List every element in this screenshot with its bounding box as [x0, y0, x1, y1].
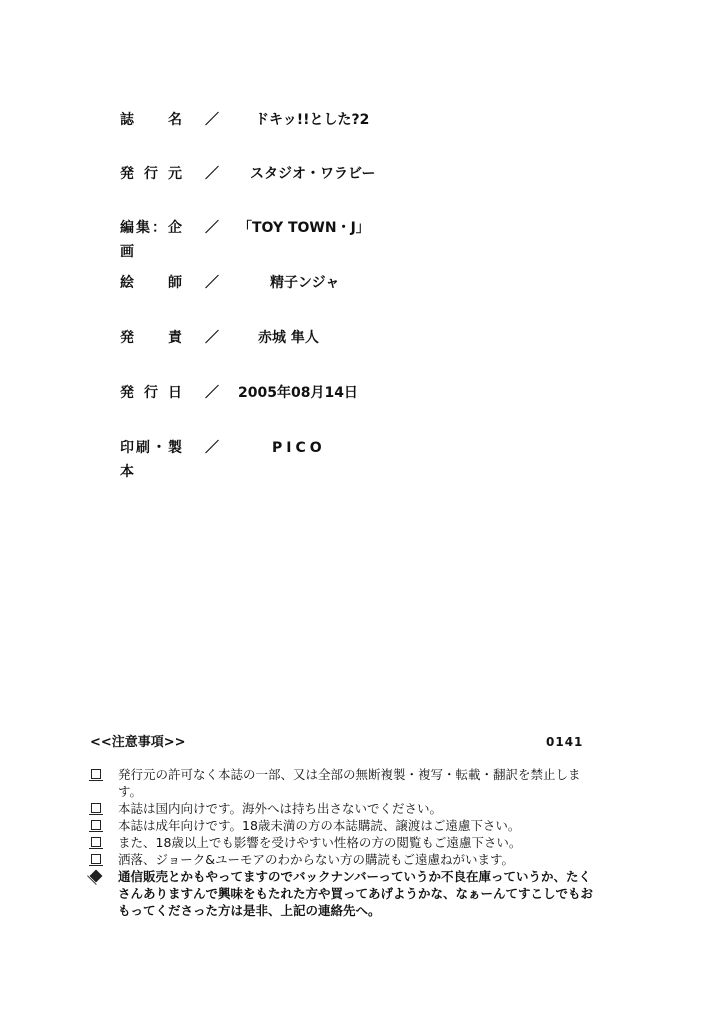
page-number: 0141 — [546, 735, 584, 749]
notice-item — [88, 851, 598, 868]
notice-item-text: 本誌は国内向けです。海外へは持ち出さないでください。 — [118, 801, 443, 816]
checkbox-icon — [91, 854, 101, 864]
notice-list — [88, 766, 598, 919]
separator: ／ — [205, 166, 219, 182]
separator: ／ — [205, 330, 219, 346]
row-label: 誌名 — [120, 112, 182, 128]
notice-item — [88, 766, 598, 800]
row-label: 発責 — [120, 330, 182, 346]
colophon-row-title — [0, 108, 718, 132]
separator: ／ — [205, 220, 219, 236]
checkbox-icon — [91, 803, 101, 813]
colophon-row-publisher — [0, 162, 718, 186]
notice-item-text: 通信販売とかもやってますのでバックナンバーっていうか不良在庫っていうか、たくさんありますんで興味をもたれた方や買ってあげようかな、なぁーんてすこしでもおもってくださった方は是非、上記の連絡先へ。 — [118, 869, 594, 918]
colophon-row-editing — [0, 216, 718, 260]
row-value: PICO — [272, 440, 326, 456]
checkbox-icon — [91, 820, 101, 830]
notice-item — [88, 817, 598, 834]
separator: ／ — [205, 112, 219, 128]
notice-item — [88, 800, 598, 817]
row-label: 発行元 — [120, 166, 182, 182]
notice-item-text: 洒落、ジョーク&ユーモアのわからない方の購読もご遠慮ねがいます。 — [118, 852, 514, 867]
separator: ／ — [205, 385, 219, 401]
row-label: 編集：企画 — [120, 220, 182, 260]
row-value: 赤城 隼人 — [258, 330, 319, 346]
notice-item-text: 本誌は成年向けです。18歳未満の方の本誌購読、譲渡はご遠慮下さい。 — [118, 818, 521, 833]
colophon-row-date — [0, 381, 718, 405]
notice-item — [88, 868, 598, 919]
colophon-row-responsible — [0, 326, 718, 350]
notice-heading: <<注意事項>> — [90, 735, 186, 750]
separator: ／ — [205, 440, 219, 456]
notice-item-text: 発行元の許可なく本誌の一部、又は全部の無断複製・複写・転載・翻訳を禁止します。 — [118, 767, 581, 799]
row-label: 印刷・製本 — [120, 440, 182, 480]
row-value: スタジオ・ワラビー — [250, 166, 376, 182]
notice-item-text: また、18歳以上でも影響を受けやすい性格の方の閲覧もご遠慮下さい。 — [118, 835, 522, 850]
row-value: 精子ンジャ — [270, 275, 340, 291]
notice-item — [88, 834, 598, 851]
colophon-row-artist — [0, 271, 718, 295]
colophon-row-printing — [0, 436, 718, 480]
checkbox-icon — [91, 769, 101, 779]
checkbox-icon — [91, 837, 101, 847]
row-value: 「TOY TOWN・J」 — [238, 220, 370, 236]
separator: ／ — [205, 275, 219, 291]
filled-box-icon — [90, 870, 103, 883]
row-label: 絵師 — [120, 275, 182, 291]
row-label: 発行日 — [120, 385, 182, 401]
row-value: ドキッ!!とした?2 — [255, 112, 370, 128]
row-value: 2005年08月14日 — [238, 385, 358, 401]
